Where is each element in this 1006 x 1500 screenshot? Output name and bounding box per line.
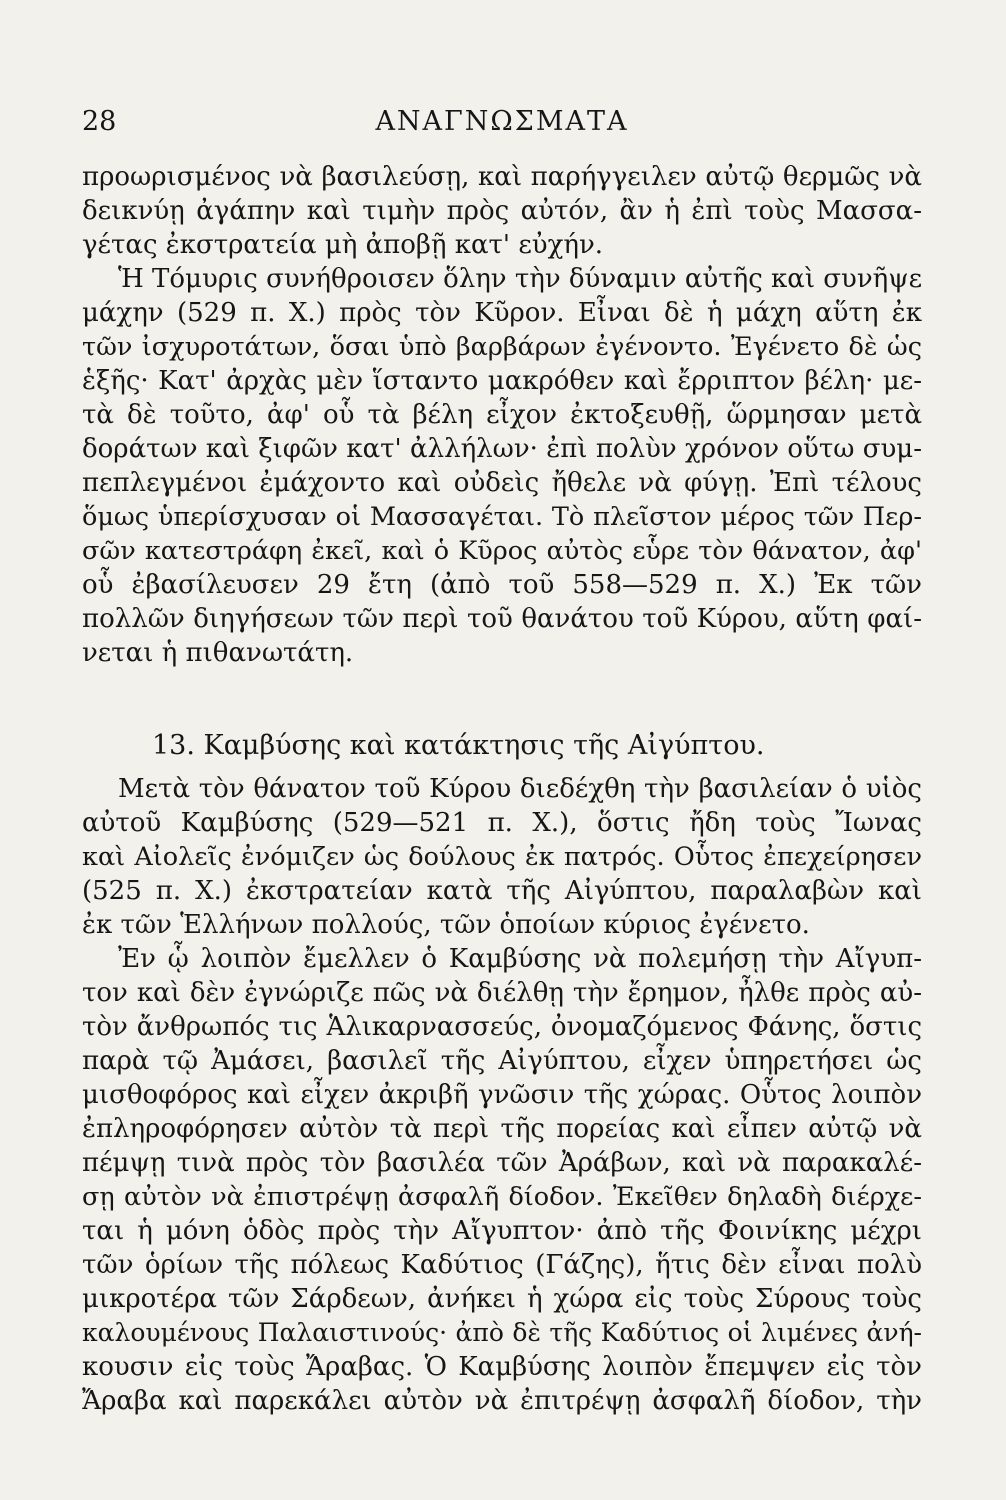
- text-line: μάχην (529 π. Χ.) πρὸς τὸν Κῦρον. Εἶναι δὲ ἡ μάχη αὕτη ἐκ: [82, 298, 922, 328]
- text-line: προωρισμένος νὰ βασιλεύσῃ, καὶ παρήγγειλεν αὐτῷ θερμῶς νὰ: [82, 162, 922, 192]
- text-line: σῶν κατεστράφη ἐκεῖ, καὶ ὁ Κῦρος αὐτὸς εὗρε τὸν θάνατον, ἀφ': [82, 536, 922, 566]
- text-line: πέμψῃ τινὰ πρὸς τὸν βασιλέα τῶν Ἀράβων, καὶ νὰ παρακαλέ-: [82, 1148, 922, 1178]
- section-heading: 13. Καμβύσης καὶ κατάκτησις τῆς Αἰγύπτου.: [152, 730, 765, 761]
- page-header: [82, 98, 922, 146]
- text-line: ἐκ τῶν Ἑλλήνων πολλούς, τῶν ὁποίων κύριος ἐγένετο.: [82, 910, 810, 940]
- text-line: τὰ δὲ τοῦτο, ἀφ' οὗ τὰ βέλη εἶχον ἐκτοξευθῇ, ὥρμησαν μετὰ: [82, 400, 922, 430]
- text-line: τῶν ἰσχυροτάτων, ὅσαι ὑπὸ βαρβάρων ἐγένοντο. Ἐγένετο δὲ ὡς: [82, 332, 922, 362]
- text-line: Μετὰ τὸν θάνατον τοῦ Κύρου διεδέχθη τὴν βασιλείαν ὁ υἱὸς: [118, 774, 922, 804]
- text-line: πεπλεγμένοι ἐμάχοντο καὶ οὐδεὶς ἤθελε νὰ φύγῃ. Ἐπὶ τέλους: [82, 468, 922, 498]
- text-line: παρὰ τῷ Ἀμάσει, βασιλεῖ τῆς Αἰγύπτου, εἶχεν ὑπηρετήσει ὡς: [82, 1046, 922, 1076]
- text-line: αὐτοῦ Καμβύσης (529—521 π. Χ.), ὅστις ἤδη τοὺς Ἴωνας: [82, 808, 922, 838]
- text-line: γέτας ἐκστρατεία μὴ ἀποβῇ κατ' εὐχήν.: [82, 230, 604, 260]
- text-line: νεται ἡ πιθανωτάτη.: [82, 638, 354, 668]
- text-line: τον καὶ δὲν ἐγνώριζε πῶς νὰ διέλθῃ τὴν ἔρημον, ἦλθε πρὸς αὐ-: [82, 978, 922, 1008]
- text-line: σῃ αὐτὸν νὰ ἐπιστρέψῃ ἀσφαλῆ δίοδον. Ἐκεῖθεν δηλαδὴ διέρχε-: [82, 1182, 922, 1212]
- text-line: ὅμως ὑπερίσχυσαν οἱ Μασσαγέται. Τὸ πλεῖστον μέρος τῶν Περ-: [82, 502, 922, 532]
- text-line: ἑξῆς· Κατ' ἀρχὰς μὲν ἵσταντο μακρόθεν καὶ ἔρριπτον βέλη· με-: [82, 366, 922, 396]
- text-line: δεικνύῃ ἀγάπην καὶ τιμὴν πρὸς αὐτόν, ἂν ἡ ἐπὶ τοὺς Μασσα-: [82, 196, 922, 226]
- text-line: Ἄραβα καὶ παρεκάλει αὐτὸν νὰ ἐπιτρέψῃ ἀσφαλῆ δίοδον, τὴν: [82, 1386, 922, 1416]
- text-line: μισθοφόρος καὶ εἶχεν ἀκριβῆ γνῶσιν τῆς χώρας. Οὗτος λοιπὸν: [82, 1080, 922, 1110]
- text-line: Ἐν ᾧ λοιπὸν ἔμελλεν ὁ Καμβύσης νὰ πολεμήσῃ τὴν Αἴγυπ-: [118, 944, 922, 974]
- text-line: δοράτων καὶ ξιφῶν κατ' ἀλλήλων· ἐπὶ πολὺν χρόνον οὕτω συμ-: [82, 434, 922, 464]
- page-number: 28: [82, 106, 117, 137]
- running-title: ΑΝΑΓΝΩΣΜΑΤΑ: [375, 106, 629, 137]
- text-line: (525 π. Χ.) ἐκστρατείαν κατὰ τῆς Αἰγύπτου, παραλαβὼν καὶ: [82, 876, 922, 906]
- text-line: οὗ ἐβασίλευσεν 29 ἔτη (ἀπὸ τοῦ 558—529 π. Χ.) Ἐκ τῶν: [82, 570, 922, 600]
- text-line: Ἡ Τόμυρις συνήθροισεν ὅλην τὴν δύναμιν αὐτῆς καὶ συνῆψε: [118, 264, 923, 294]
- text-line: κουσιν εἰς τοὺς Ἄραβας. Ὁ Καμβύσης λοιπὸν ἔπεμψεν εἰς τὸν: [82, 1352, 922, 1382]
- text-line: τὸν ἄνθρωπός τις Ἁλικαρνασσεύς, ὀνομαζόμενος Φάνης, ὅστις: [82, 1012, 922, 1042]
- text-line: μικροτέρα τῶν Σάρδεων, ἀνήκει ἡ χώρα εἰς τοὺς Σύρους τοὺς: [82, 1284, 922, 1314]
- text-line: ἐπληροφόρησεν αὐτὸν τὰ περὶ τῆς πορείας καὶ εἶπεν αὐτῷ νὰ: [82, 1114, 922, 1144]
- text-line: πολλῶν διηγήσεων τῶν περὶ τοῦ θανάτου τοῦ Κύρου, αὕτη φαί-: [82, 604, 922, 634]
- text-line: καλουμένους Παλαιστινούς· ἀπὸ δὲ τῆς Καδύτιος οἱ λιμένες ἀνή-: [82, 1318, 922, 1347]
- text-line: ται ἡ μόνη ὁδὸς πρὸς τὴν Αἴγυπτον· ἀπὸ τῆς Φοινίκης μέχρι: [82, 1216, 922, 1246]
- text-line: τῶν ὁρίων τῆς πόλεως Καδύτιος (Γάζης), ἥτις δὲν εἶναι πολὺ: [82, 1250, 922, 1280]
- text-line: καὶ Αἰολεῖς ἐνόμιζεν ὡς δούλους ἐκ πατρός. Οὗτος ἐπεχείρησεν: [82, 842, 922, 872]
